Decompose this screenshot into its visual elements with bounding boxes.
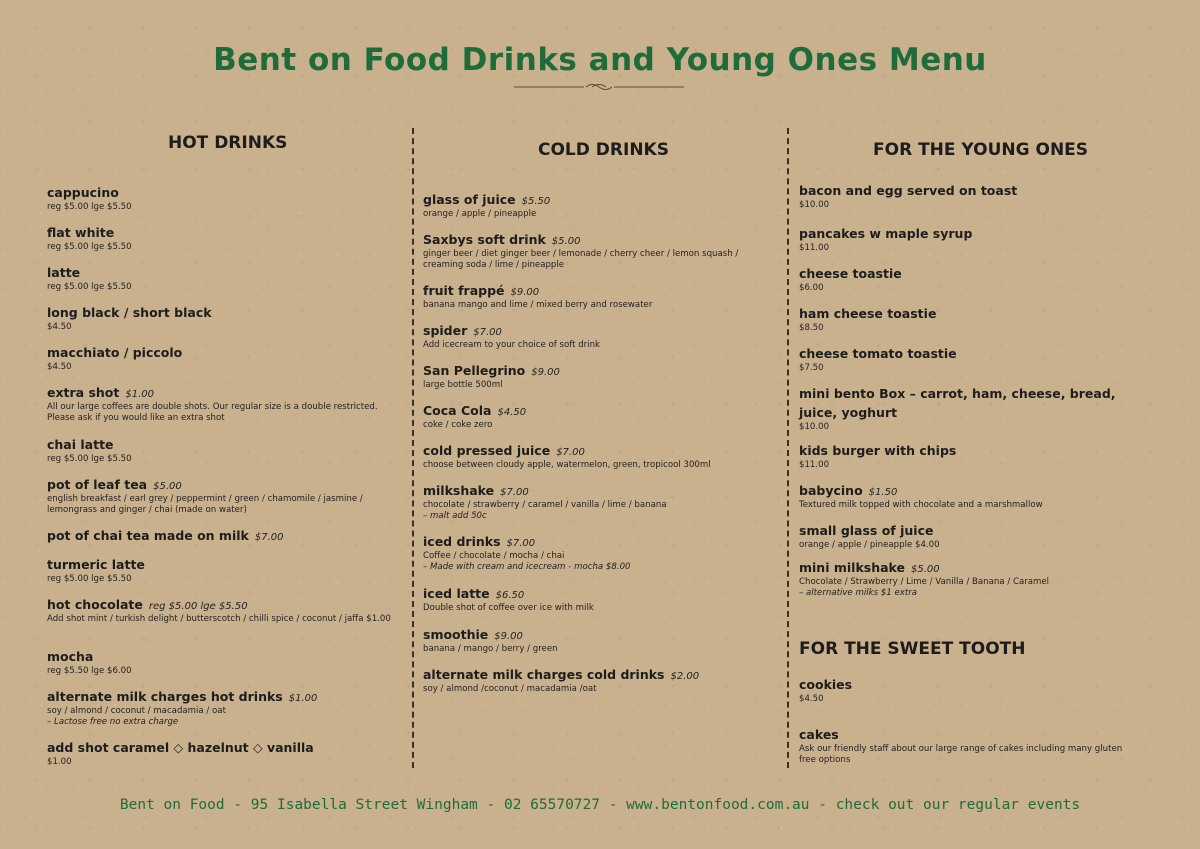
menu-item-name: mini bento Box – carrot, ham, cheese, bread, juice, yoghurt [799,386,1116,420]
menu-item [47,342,392,373]
menu-item-name: cheese toastie [799,266,902,281]
menu-item [47,525,392,544]
menu-item [423,280,768,311]
menu-item-description: $6.00 [799,283,824,293]
menu-item-description: $4.50 [799,694,824,704]
menu-item-description: coke / coke zero [423,420,493,430]
menu-item-description: orange / apple / pineapple $4.00 [799,540,940,550]
menu-item-description: Double shot of coffee over ice with milk [423,603,594,613]
menu-item-name: small glass of juice [799,523,934,538]
menu-item-note: – alternative milks $1 extra [799,588,917,598]
menu-item-description: $1.00 [47,757,72,767]
menu-item [423,583,768,614]
menu-item-description: $11.00 [799,460,830,470]
menu-item-name: macchiato / piccolo [47,345,183,360]
menu-item-note: – Lactose free no extra charge [47,717,179,727]
menu-item [799,724,1139,766]
menu-item [47,434,392,465]
menu-item-description: english breakfast / earl grey / peppermint / green / chamomile / jasmine / lemongrass and ginger / chai (made on water) [47,494,363,515]
menu-item [423,320,768,351]
menu-item-name: ham cheese toastie [799,306,937,321]
menu-item-name: chai latte [47,437,114,452]
menu-item-name: smoothie [423,627,489,642]
column-divider-2 [787,128,789,768]
menu-item-name: iced latte [423,586,490,601]
menu-item-description: soy / almond / coconut / macadamia / oat [47,706,226,716]
menu-item-note: – Made with cream and icecream - mocha $8.00 [423,562,631,572]
menu-item [423,531,768,573]
menu-item [423,189,768,220]
column-divider-1 [412,128,414,768]
menu-item [47,686,392,728]
menu-item-name: Coca Cola [423,403,492,418]
menu-item-name: babycino [799,483,863,498]
menu-item [799,343,1139,374]
menu-item-name: fruit frappé [423,283,505,298]
menu-item-description: ginger beer / diet ginger beer / lemonade / cherry cheer / lemon squash / creaming soda / lime / pineapple [423,249,739,270]
menu-item-price: $2.00 [670,671,700,682]
menu-item-name: hot chocolate [47,597,143,612]
menu-item-description: Chocolate / Strawberry / Lime / Vanilla / Banana / Caramel [799,577,1050,587]
menu-item-name: add shot caramel ◇ hazelnut ◇ vanilla [47,740,314,755]
menu-item-description: choose between cloudy apple, watermelon, green, tropicool 300ml [423,460,711,470]
menu-item [423,229,768,271]
menu-item [799,303,1139,334]
menu-item [799,557,1139,599]
menu-item-name: alternate milk charges hot drinks [47,689,283,704]
menu-item [799,383,1139,433]
menu-item [423,440,768,471]
menu-item [423,624,768,655]
menu-item [47,182,392,213]
menu-item-name: San Pellegrino [423,363,526,378]
menu-item [423,360,768,391]
cold-drinks-heading: COLD DRINKS [538,140,669,160]
menu-item-description: orange / apple / pineapple [423,209,537,219]
menu-item [47,737,392,768]
menu-item-price: $7.00 [254,532,284,543]
menu-item [423,400,768,431]
menu-item-note: – malt add 50c [423,511,487,521]
hot-drinks-heading: HOT DRINKS [168,133,288,153]
menu-item-description: Add shot mint / turkish delight / butterscotch / chilli spice / coconut / jaffa $1.00 [47,614,391,624]
menu-item-name: pancakes w maple syrup [799,226,973,241]
menu-item-description: $7.50 [799,363,824,373]
menu-item-description: Add icecream to your choice of soft drink [423,340,600,350]
menu-item [47,646,392,677]
menu-item-price: $5.50 [521,196,551,207]
menu-item-description: banana / mango / berry / green [423,644,558,654]
menu-item-description: Ask our friendly staff about our large range of cakes including many gluten free options [799,744,1123,765]
menu-item [423,480,768,522]
menu-item-price: $6.50 [495,590,525,601]
menu-item-price: $5.00 [910,564,940,575]
menu-item-name: cheese tomato toastie [799,346,957,361]
menu-item-price: $9.00 [510,287,540,298]
menu-item [47,262,392,293]
menu-item [799,440,1139,471]
menu-item-name: cakes [799,727,839,742]
menu-item-name: turmeric latte [47,557,145,572]
footer-contact: Bent on Food - 95 Isabella Street Wingham - 02 65570727 - www.bentonfood.com.au - check out our regular events [119,797,1081,813]
menu-item-price: $1.50 [868,487,898,498]
menu-item-name: alternate milk charges cold drinks [423,667,665,682]
menu-item-description: $10.00 [799,422,830,432]
sweet-tooth-heading: FOR THE SWEET TOOTH [799,639,1026,659]
menu-item-price: $7.00 [473,327,502,338]
menu-item-description: All our large coffees are double shots. Our regular size is a double restricted. Please ask if you would like an extra shot [47,402,378,423]
menu-item [799,520,1139,551]
menu-item-description: reg $5.50 lge $6.00 [47,666,132,676]
menu-item-name: glass of juice [423,192,516,207]
menu-item-name: cappucino [47,185,119,200]
menu-item-name: cookies [799,677,853,692]
menu-item-description: reg $5.00 lge $5.50 [47,242,132,252]
young-ones-heading: FOR THE YOUNG ONES [873,140,1089,160]
menu-item [47,474,392,516]
menu-item [47,382,392,424]
menu-item-name: milkshake [423,483,495,498]
menu-item-price: $1.00 [125,389,155,400]
menu-item [47,222,392,253]
menu-item-description: $11.00 [799,243,830,253]
menu-item-name: mocha [47,649,94,664]
menu-item-name: pot of leaf tea [47,477,148,492]
menu-item-name: extra shot [47,385,120,400]
menu-item-description: Textured milk topped with chocolate and a marshmallow [799,500,1043,510]
menu-item [799,674,1139,705]
menu-item-name: pot of chai tea made on milk [47,528,249,543]
menu-item [47,554,392,585]
menu-item [799,223,1139,254]
menu-item-description: $10.00 [799,200,830,210]
menu-item-name: mini milkshake [799,560,905,575]
menu-item-name: iced drinks [423,534,501,549]
menu-item-price: $7.00 [506,538,536,549]
menu-item-description: $4.50 [47,362,72,372]
menu-item [47,302,392,333]
menu-item-description: Coffee / chocolate / mocha / chai [423,551,565,561]
menu-item-description: $4.50 [47,322,72,332]
menu-item-name: latte [47,265,81,280]
menu-item [799,180,1139,211]
menu-item [799,480,1139,511]
menu-item-description: $8.50 [799,323,824,333]
menu-item-price: $7.00 [500,487,529,498]
menu-item-description: soy / almond /coconut / macadamia /oat [423,684,597,694]
menu-item-price: reg $5.00 lge $5.50 [148,601,248,612]
menu-item-description: large bottle 500ml [423,380,503,390]
menu-item-description: reg $5.00 lge $5.50 [47,454,132,464]
menu-item-name: flat white [47,225,115,240]
menu-item-price: $5.00 [551,236,581,247]
menu-item [799,263,1139,294]
menu-item-description: reg $5.00 lge $5.50 [47,202,132,212]
menu-item-name: bacon and egg served on toast [799,183,1018,198]
menu-item-price: $7.00 [556,447,585,458]
menu-item-description: reg $5.00 lge $5.50 [47,574,132,584]
menu-item-name: Saxbys soft drink [423,232,546,247]
menu-item-name: cold pressed juice [423,443,551,458]
menu-item-price: $4.50 [497,407,527,418]
menu-item-price: $5.00 [153,481,182,492]
menu-item-description: reg $5.00 lge $5.50 [47,282,132,292]
menu-item-description: chocolate / strawberry / caramel / vanilla / lime / banana [423,500,667,510]
menu-item-price: $9.00 [531,367,560,378]
menu-item [423,664,768,695]
menu-item-name: long black / short black [47,305,212,320]
menu-item-price: $9.00 [494,631,523,642]
menu-item [47,594,392,625]
divider-ornament [514,82,684,92]
menu-item-price: $1.00 [288,693,318,704]
menu-item-name: spider [423,323,468,338]
menu-item-description: banana mango and lime / mixed berry and rosewater [423,300,653,310]
menu-item-name: kids burger with chips [799,443,957,458]
menu-title: Bent on Food Drinks and Young Ones Menu [213,42,987,78]
